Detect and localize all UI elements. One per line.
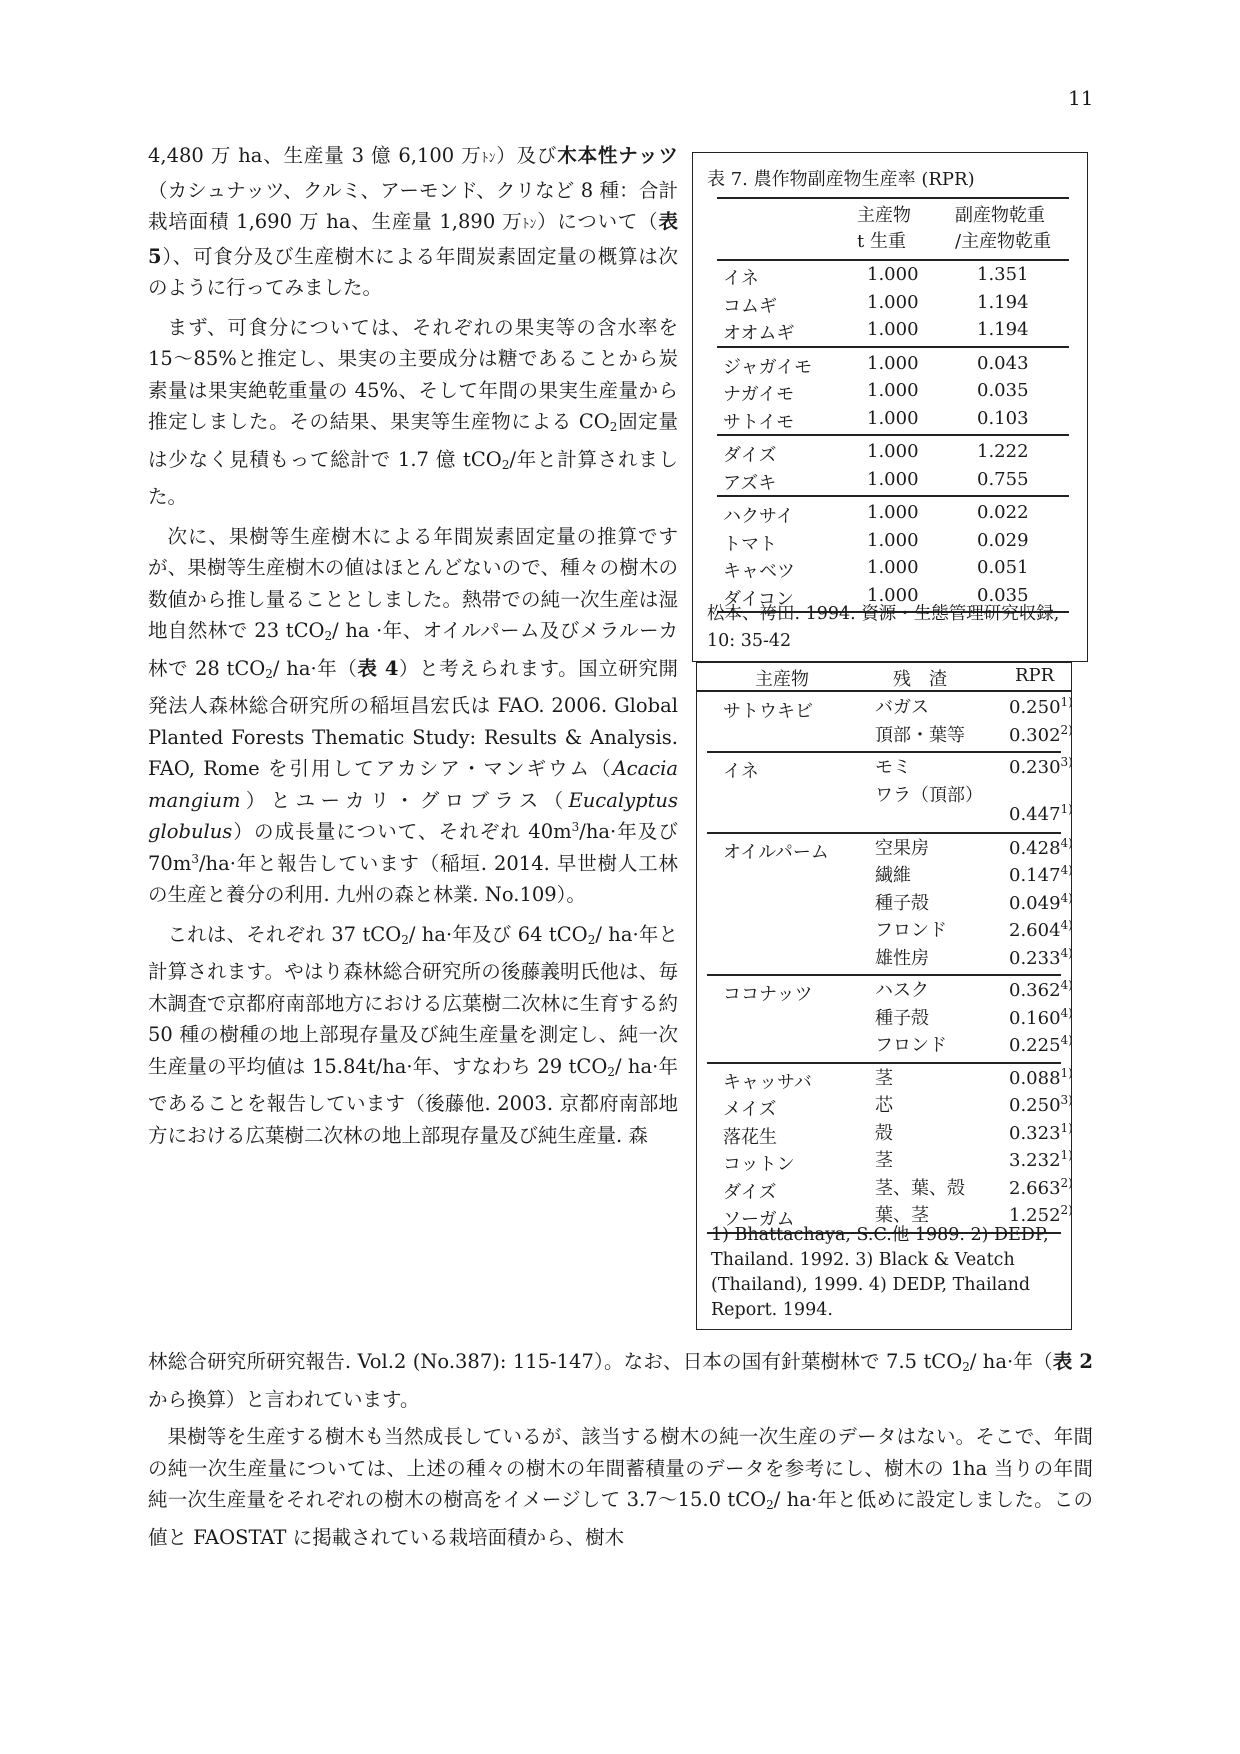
residue-name: 空果房 [875,837,929,859]
table-row [707,1065,1073,1093]
paragraph-calc: これは、それぞれ 37 tCO$_2$/ ha·年及び 64 tCO$_2$/ ha·年と計算されます。やはり森林総合研究所の後藤義明氏他は、毎木調査で京都府南部地方における広葉樹二次林に生育する約 50 種の樹種の地上部現存量及び純生産量を測定し、純一次生産量の平均値は 15.84t/ha·年、すなわち 29 tCO$_2$/ ha·年であることを報告しています（後藤他. 2003. 京都府南部地方における広葉樹二次林の地上部現存量及び純生産量. 森 [148,922,679,1147]
table-row [717,350,1069,378]
table-row [707,782,1073,830]
rpr-note-ref: 1) [1060,1148,1073,1162]
rpr-value: 0.049$^{4)}$ [1009,890,1073,914]
rpr-group [707,1064,1073,1234]
table-row [717,466,1069,494]
crop-name: ジャガイモ [723,356,813,378]
rpr-value: 0.225$^{4)}$ [1009,1033,1073,1056]
table-7-body [717,259,1069,613]
main-product: キャッサバ [723,1071,812,1093]
rpr-value: 3.232$^{1)}$ [1009,1148,1073,1171]
rpr-note-ref: 1) [1060,801,1073,816]
byproduct-ratio: 1.194 [977,291,1029,313]
table-7-group [717,497,1069,613]
table-row [707,835,1073,863]
byproduct-ratio: 1.351 [977,264,1029,285]
residue-name: 種子殻 [875,1007,929,1029]
paragraph-trees: 次に、果樹等生産樹木による年間炭素固定量の推算ですが、果樹等生産樹木の値はほとんどないので、種々の樹木の数値から推し量ることとしました。熱帯での純一次生産は湿地自然林で 23 tCO$_2$/ ha ·年、オイルパーム及びメラルーカ林で 28 tCO$_2$/ ha·年（表 4）と考えられます。国立研究開発法人森林総合研究所の稲垣昌宏氏は FAO. 2006. Global Planted Forests Thematic Study: Results & Analysis. FAO, Rome を引用してアカシア・マンギウム（Acacia mangium）とユーカリ・グロブラス（Eucalyptus globulus）の成長量について、それぞれ $40m^3/ha\cdot$年及び $70m^3/ha\cdot$年と報告しています（稲垣. 2014. 早世樹人工林の生産と養分の利用. 九州の森と林業. No.109）。 [148,524,679,906]
rpr-note-ref: 4) [1060,978,1073,992]
table-7-rpr [692,152,1088,662]
table-7-caption: 表 7. 農作物副産物生産率 (RPR) [707,169,975,190]
page-number: 11 [1068,86,1094,110]
crop-name: サトイモ [723,411,795,433]
rpr-group [707,976,1073,1064]
header-ratio-l2: /主産物乾重 [955,231,1052,252]
residue-name: 雄性房 [875,947,929,969]
residue-name: 芯 [875,1095,893,1116]
crop-name: ダイズ [723,445,777,466]
header-main-l1: 主産物 [857,205,911,226]
rpr-value: 0.250$^{1)}$ [1009,695,1073,718]
main-product-value: 1.000 [867,352,919,374]
crop-name: ダイコン [723,588,794,610]
rpr-note-ref: 4) [1060,890,1073,905]
main-product: メイズ [723,1099,777,1120]
table-row [717,316,1069,344]
rpr-value: 0.302$^{2)}$ [1009,722,1073,746]
residue-name: 茎、葉、殻 [875,1177,965,1199]
main-product-value: 1.000 [867,407,919,429]
table-row [707,1120,1073,1148]
rpr-value: 2.604$^{4)}$ [1009,918,1073,941]
crop-name: コムギ [723,295,777,317]
rpr-value: 0.250$^{3)}$ [1009,1093,1073,1116]
byproduct-ratio: 1.222 [977,441,1029,462]
main-product: コットン [723,1154,795,1175]
table-row [707,945,1073,973]
paragraph-npp: 果樹等を生産する樹木も当然成長しているが、該当する樹木の純一次生産のデータはない。そこで、年間の純一次生産量については、上述の種々の樹木の年間蓄積量のデータを参考にし、樹木の 1ha 当りの年間純一次生産量をそれぞれの樹木の樹高をイメージして 3.7～15.0 tCO$_2$/ ha·年と低めに設定しました。この値と FAOSTAT に掲載されている栽培面積から、樹木 [148,1425,1093,1549]
table-row [707,862,1073,890]
rpr-note-ref: 4) [1060,863,1073,877]
rpr-group [707,834,1073,977]
byproduct-ratio: 1.194 [977,319,1029,340]
crop-name: アズキ [723,472,777,494]
byproduct-ratio: 0.029 [977,529,1029,551]
rpr-note-ref: 2) [1060,1175,1073,1190]
table-7-group [717,436,1069,497]
main-product: ダイズ [723,1181,777,1203]
header-residue: 残 渣 [893,669,947,690]
rpr-note-ref: 4) [1060,1033,1073,1047]
residue-name: 茎 [875,1150,893,1171]
table-row [707,722,1073,750]
rpr-note-ref: 3) [1060,755,1073,769]
table-7-source: 松本、袴田. 1994. 資源・生態管理研究収録, 10: 35-42 [707,604,1060,651]
table-7-group [717,259,1069,348]
paragraph-calc-end: 林総合研究所研究報告. Vol.2 (No.387): 115-147）。なお、日本の国有針葉樹林で 7.5 tCO$_2$/ ha·年（表 2から換算）と言われています。 [148,1350,1094,1411]
rpr-value: 0.160$^{4)}$ [1009,1005,1073,1029]
rpr-value: 0.428$^{4)}$ [1009,835,1073,859]
main-product-value: 1.000 [867,502,919,523]
table-row [707,1032,1073,1060]
residue-name: 種子殻 [875,892,929,914]
rpr-group [707,753,1073,834]
rpr-value: 0.323$^{1)}$ [1009,1120,1073,1144]
rpr-value: 0.233$^{4)}$ [1009,945,1073,969]
table-7-group [717,348,1069,437]
table-row [707,977,1073,1005]
header-main-l2: t 生重 [857,231,906,252]
byproduct-ratio: 0.022 [977,502,1029,523]
main-product-value: 1.000 [867,584,919,606]
residue-name: フロンド [875,1035,947,1056]
table-row [707,917,1073,945]
rpr-note-ref: 1) [1060,695,1073,709]
full-width-text [148,1346,1093,1553]
table-row [717,289,1069,317]
residue-rpr-table [696,662,1072,1330]
header-rpr: RPR [1015,665,1055,686]
table-row [707,1005,1073,1033]
table-row [717,438,1069,466]
rpr-table-body [697,693,1071,1234]
table-row [717,405,1069,433]
table-row [707,754,1073,782]
table-row [717,261,1069,289]
residue-name: ハスク [875,980,929,1001]
rpr-note-ref: 4) [1060,918,1073,932]
main-product-value: 1.000 [867,291,919,313]
rpr-note-ref: 1) [1060,1120,1073,1135]
main-product-value: 1.000 [867,468,919,490]
header-ratio-l1: 副産物乾重 [955,205,1045,226]
table-row [717,499,1069,527]
rpr-note-ref: 2) [1060,722,1073,737]
residue-name: モミ [875,757,911,778]
crop-name: イネ [723,268,759,289]
rpr-value: 0.447$^{1)}$ [1009,801,1073,825]
rpr-note-ref: 1) [1060,1065,1073,1080]
main-product: ソーガム [723,1209,795,1230]
table-row [707,1092,1073,1120]
main-product: 落花生 [723,1126,777,1148]
rpr-table-notes: 1) Bhattachaya, S.C.他 1989. 2) DEDP, Thailand. 1992. 3) Black & Veatch (Thailand), 1999. 4) DEDP, Thailand Report. 1994. [711,1225,1049,1320]
paragraph-edible: まず、可食分については、それぞれの果実等の含水率を 15～85%と推定し、果実の主要成分は糖であることから炭素量は果実絶乾重量の 45%、そして年間の果実生産量から推定しました。その結果、果実等生産物による $CO_2$固定量は少なく見積もって総計で 1.7 億 tCO$_2$/年と計算されました。 [148,315,678,508]
byproduct-ratio: 0.043 [977,352,1029,374]
crop-name: トマト [723,533,777,555]
rpr-group [707,693,1073,753]
rpr-note-ref: 3) [1060,1093,1073,1107]
residue-name: 葉、茎 [875,1205,929,1226]
byproduct-ratio: 0.103 [977,407,1029,429]
residue-name: 茎 [875,1067,893,1089]
table-row [707,1175,1073,1203]
table-row [707,1147,1073,1175]
table-7-header [717,197,1069,261]
residue-name: 頂部・葉等 [875,724,965,746]
left-column [148,140,678,1151]
byproduct-ratio: 0.035 [977,584,1029,606]
table-row [717,377,1069,405]
rpr-note-ref: 2) [1060,1203,1073,1217]
main-product-value: 1.000 [867,380,919,401]
byproduct-ratio: 0.755 [977,468,1029,490]
main-product-value: 1.000 [867,529,919,551]
byproduct-ratio: 0.051 [977,557,1029,578]
residue-name: 繊維 [875,865,911,886]
main-product: オイルパーム [723,841,829,863]
main-product: イネ [723,761,759,782]
table-row [707,890,1073,918]
residue-name: 殻 [875,1122,893,1144]
byproduct-ratio: 0.035 [977,380,1029,401]
crop-name: ナガイモ [723,384,795,405]
crop-name: オオムギ [723,323,795,344]
table-row [707,694,1073,722]
rpr-table-header [697,663,1071,692]
rpr-note-ref: 4) [1060,945,1073,960]
main-product-value: 1.000 [867,441,919,462]
rpr-value: 0.362$^{4)}$ [1009,978,1073,1001]
rpr-note-ref: 4) [1060,835,1073,850]
paragraph-nuts: 4,480 万 ha、生産量 3 億 6,100 万ﾄﾝ）及び木本性ナッツ（カシュナッツ、クルミ、アーモンド、クリなど 8 種：合計栽培面積 1,690 万 ha、生産量 1,890 万ﾄﾝ）について（表 5）、可食分及び生産樹木による年間炭素固定量の概算は次のように行ってみました。 [148,144,678,299]
rpr-value: 0.147$^{4)}$ [1009,863,1073,886]
rpr-value: 0.230$^{3)}$ [1009,755,1073,778]
crop-name: ハクサイ [723,506,794,527]
rpr-value: 1.252$^{2)}$ [1009,1203,1073,1226]
residue-name: フロンド [875,920,947,941]
rpr-note-ref: 4) [1060,1005,1073,1020]
main-product-value: 1.000 [867,319,919,340]
rpr-value: 2.663$^{2)}$ [1009,1175,1073,1199]
rpr-value: 0.088$^{1)}$ [1009,1065,1073,1089]
residue-name: バガス [875,697,929,718]
main-product: ココナッツ [723,984,813,1005]
main-product: サトウキビ [723,701,813,722]
main-product-value: 1.000 [867,264,919,285]
main-product-value: 1.000 [867,557,919,578]
residue-name: ワラ（頂部） [875,784,983,806]
table-row [717,554,1069,582]
table-row [717,527,1069,555]
header-product: 主産物 [755,669,809,690]
crop-name: キャベツ [723,561,795,582]
